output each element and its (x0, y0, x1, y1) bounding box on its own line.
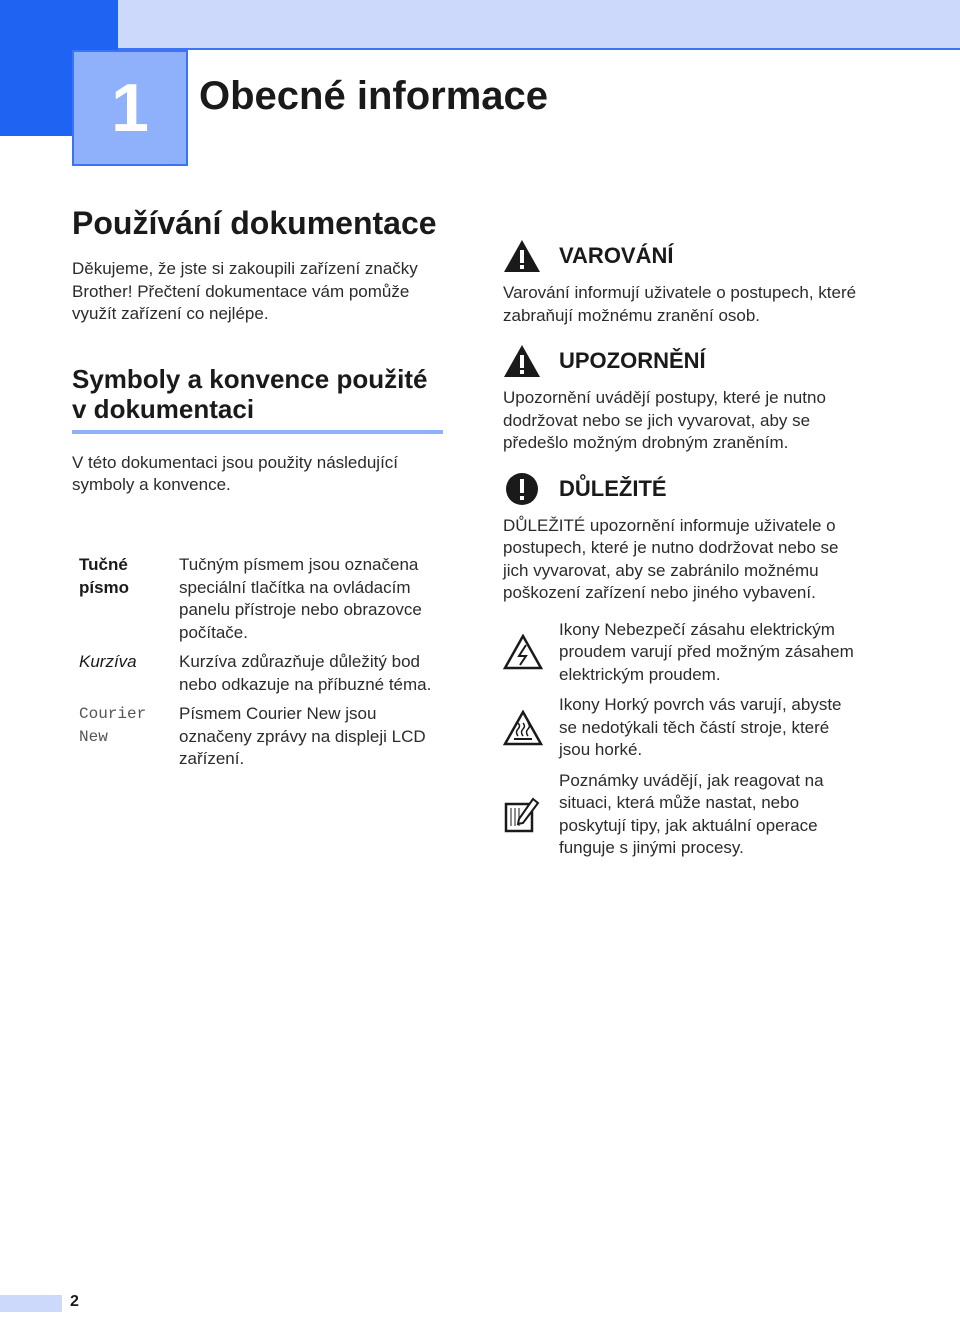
icon-note-text: Ikony Nebezpečí zásahu elektrickým proudem varují před možným zásahem elektrickým proudem. (559, 619, 854, 684)
notice-warning-header (503, 236, 863, 276)
icon-note-row (503, 619, 863, 687)
hot-surface-icon (503, 694, 559, 762)
important-exclamation-icon (503, 470, 541, 508)
convention-row (79, 703, 449, 771)
notice-title: UPOZORNĚNÍ (559, 348, 706, 373)
notice-title: DŮLEŽITÉ (559, 475, 667, 501)
notice-important-header (503, 469, 863, 509)
icon-note-row (503, 694, 863, 762)
convention-term: Kurzíva (79, 652, 137, 671)
warning-triangle-icon (503, 237, 541, 275)
header-band-light (118, 0, 960, 50)
notice-caution-header (503, 341, 863, 381)
electrical-hazard-icon (503, 619, 559, 687)
subsection-intro: V této dokumentaci jsou použity následující symboly a konvence. (72, 452, 399, 494)
icon-note-row (503, 770, 863, 860)
chapter-number: 1 (72, 50, 188, 166)
chapter-title: Obecné informace (199, 74, 549, 118)
page-number: 2 (70, 1293, 79, 1310)
icon-note-text: Ikony Horký povrch vás varují, abyste se nedotýkali těch částí stroje, které jsou horké. (559, 695, 842, 759)
conventions-table (79, 554, 449, 778)
subsection-title: Symboly a konvence použité v dokumentaci (72, 363, 428, 424)
convention-desc: Kurzíva zdůrazňuje důležitý bod nebo odkazuje na příbuzné téma. (179, 652, 432, 694)
subsection-rule (72, 430, 443, 434)
section-intro: Děkujeme, že jste si zakoupili zařízení značky Brother! Přečtení dokumentace vám pomůže využít zařízení co nejlépe. (72, 259, 418, 323)
notice-text: DŮLEŽITÉ upozornění informuje uživatele o postupech, které je nutno dodržovat nebo se jich vyvarovat, aby se zabránilo možnému poškození zařízení nebo jiného vybavení. (503, 515, 839, 602)
notice-text: Varování informují uživatele o postupech, které zabraňují možnému zranění osob. (503, 283, 857, 325)
caution-triangle-icon (503, 342, 541, 380)
convention-desc: Písmem Courier New jsou označeny zprávy na displeji LCD zařízení. (179, 704, 426, 768)
convention-term: Courier New (79, 705, 147, 746)
convention-term: Tučné písmo (79, 555, 130, 597)
footer-bar (0, 1295, 62, 1312)
section-title: Používání dokumentace (72, 205, 437, 241)
icon-note-text: Poznámky uvádějí, jak reagovat na situaci, která může nastat, nebo poskytují tipy, jak aktuální operace funguje s jinými procesy. (559, 770, 824, 857)
convention-row (79, 651, 449, 696)
notice-text: Upozornění uvádějí postupy, které je nutno dodržovat nebo se jich vyvarovat, aby se předešlo možným drobným zraněním. (503, 388, 826, 452)
left-column (72, 204, 444, 497)
notice-title: VAROVÁNÍ (559, 243, 674, 268)
right-column (503, 236, 863, 868)
note-icon (503, 770, 559, 860)
convention-desc: Tučným písmem jsou označena speciální tlačítka na ovládacím panelu přístroje nebo obrazovce počítače. (179, 555, 422, 642)
convention-row (79, 554, 449, 644)
